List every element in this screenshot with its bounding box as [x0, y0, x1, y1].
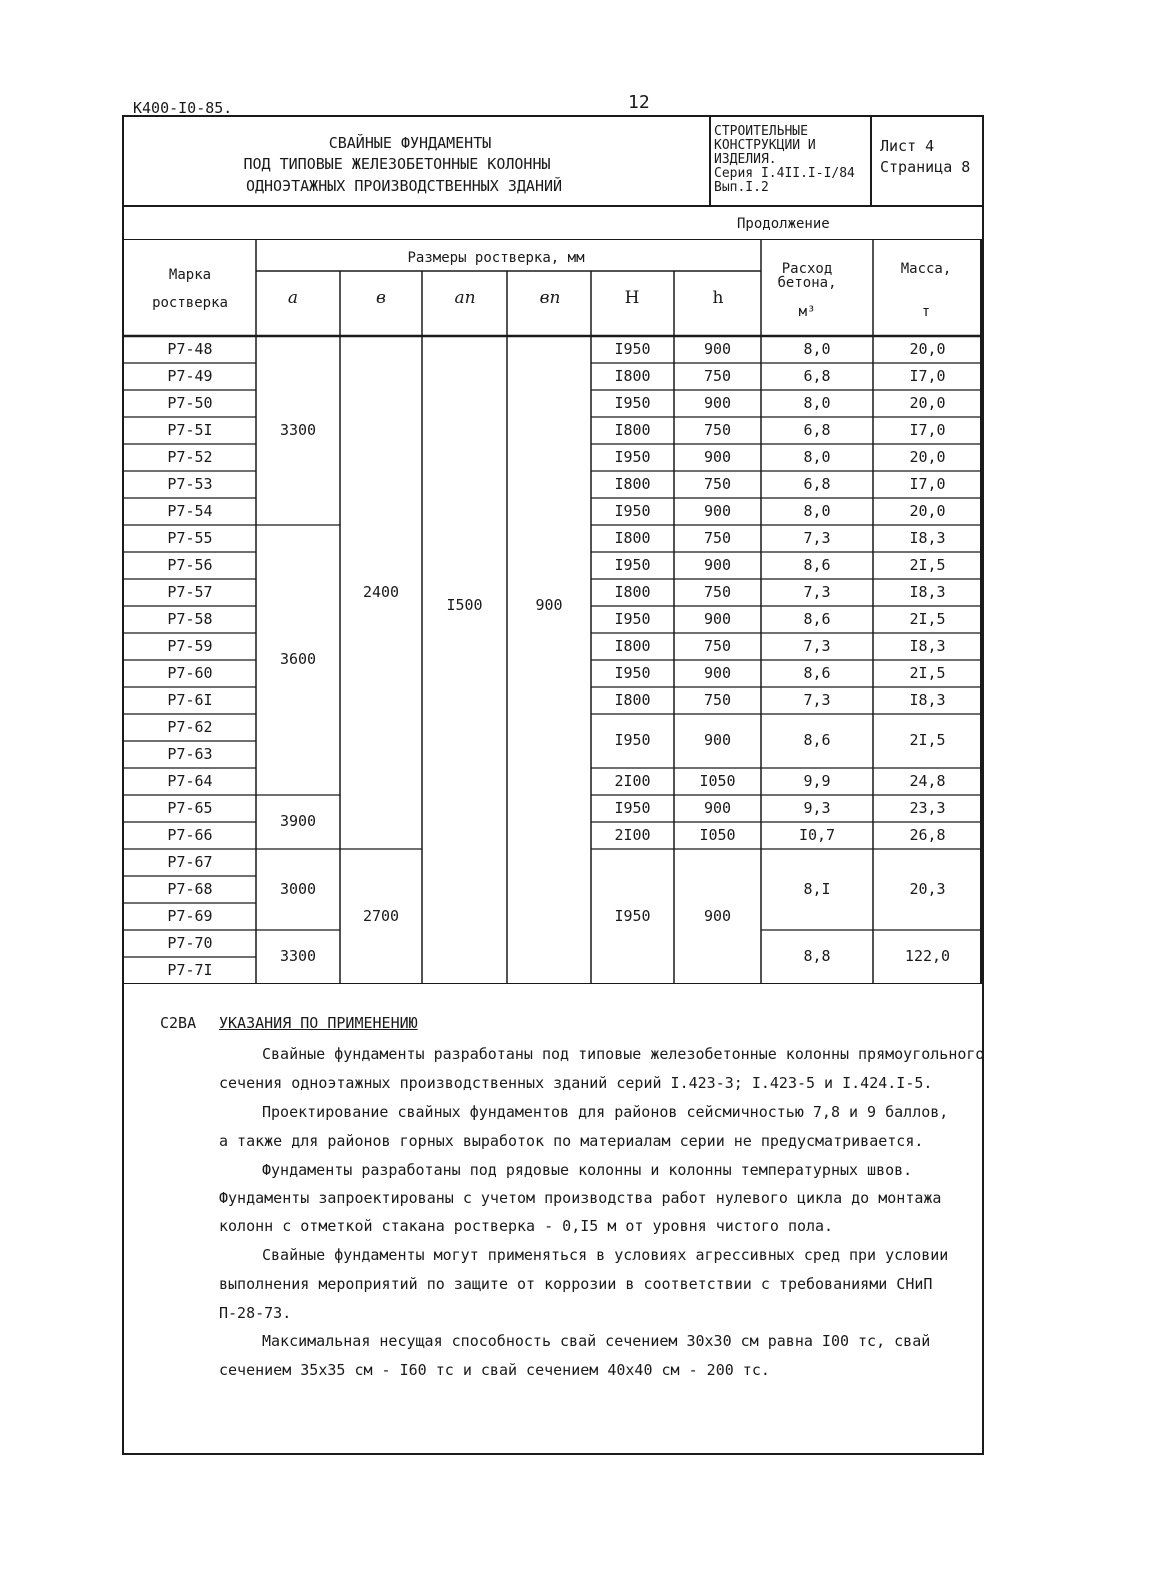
mark-cell: Р7-7I — [167, 960, 213, 979]
h-value: 900 — [703, 339, 732, 358]
note-line-7: колонн с отметкой стакана ростверка - 0,I5 м от уровня чистого пола. — [219, 1217, 834, 1235]
mark-cell: Р7-65 — [167, 798, 213, 817]
h-value: I050 — [699, 771, 736, 790]
H-value: 2I00 — [614, 771, 651, 790]
H-value: I800 — [614, 582, 651, 601]
mark-cell: Р7-59 — [167, 636, 213, 655]
concrete-value: I0,7 — [798, 825, 836, 844]
H-value: I950 — [614, 798, 651, 817]
header-b: в — [376, 288, 386, 308]
mass-value: I8,3 — [909, 528, 946, 547]
h-value: 900 — [703, 663, 732, 682]
concrete-value: 8,0 — [803, 339, 831, 358]
mark-cell: Р7-58 — [167, 609, 213, 628]
mass-value: 23,3 — [909, 798, 946, 817]
series-line-1: СТРОИТЕЛЬНЫЕ — [714, 124, 808, 139]
concrete-value: 7,3 — [803, 636, 831, 655]
series-line-2: КОНСТРУКЦИИ И — [714, 138, 816, 153]
mark-cell: Р7-60 — [167, 663, 213, 682]
mass-value: 2I,5 — [909, 555, 946, 574]
h-value: 900 — [703, 447, 732, 466]
H-value: I800 — [614, 636, 651, 655]
H-value: I950 — [614, 906, 651, 925]
mass-value: 20,0 — [909, 393, 946, 412]
mark-cell: Р7-50 — [167, 393, 213, 412]
bp-value: 900 — [535, 596, 563, 614]
mark-cell: Р7-67 — [167, 852, 213, 871]
h-value: 900 — [703, 798, 732, 817]
mark-cell: Р7-63 — [167, 744, 213, 763]
page-label: Страница 8 — [880, 158, 971, 176]
note-line-4: а также для районов горных выработок по материалам серии не предусматривается. — [219, 1132, 924, 1150]
concrete-value: 7,3 — [803, 690, 831, 709]
header-mark-2: ростверка — [152, 295, 228, 311]
mark-cell: Р7-54 — [167, 501, 213, 520]
mass-value: I8,3 — [909, 636, 946, 655]
mass-value: 20,0 — [909, 447, 946, 466]
h-value: 900 — [703, 906, 732, 925]
mass-value: I8,3 — [909, 582, 946, 601]
H-value: I800 — [614, 528, 651, 547]
header-concrete-1: Расход — [781, 261, 833, 277]
concrete-value: 8,6 — [803, 555, 831, 574]
continuation-label: Продолжение — [737, 216, 830, 232]
mark-cell: Р7-52 — [167, 447, 213, 466]
concrete-value: 8,0 — [803, 393, 831, 412]
mark-cell: Р7-55 — [167, 528, 213, 547]
mark-cell: Р7-6I — [167, 690, 213, 709]
concrete-value: 8,6 — [803, 663, 831, 682]
a-value: 3000 — [279, 879, 317, 898]
mark-cell: Р7-53 — [167, 474, 213, 493]
H-value: I800 — [614, 420, 651, 439]
a-value: 3300 — [279, 947, 317, 965]
series-line-4: Серия I.4II.I-I/84 — [714, 166, 855, 181]
note-line-8: Свайные фундаменты могут применяться в условиях агрессивных сред при условии — [262, 1246, 949, 1264]
concrete-value: 8,6 — [803, 731, 831, 749]
ap-value: I500 — [446, 596, 483, 614]
h-value: 750 — [703, 474, 732, 493]
note-line-10: П-28-73. — [219, 1304, 292, 1322]
header-a: a — [287, 288, 299, 308]
a-value: 3900 — [279, 812, 317, 830]
mass-value: I8,3 — [909, 690, 946, 709]
a-value: 3600 — [279, 650, 317, 668]
rostverk-table — [124, 239, 982, 984]
b-value: 2400 — [362, 582, 400, 601]
mark-cell: Р7-68 — [167, 879, 213, 898]
H-value: I950 — [614, 393, 651, 412]
notes-left-label: С2ВА — [160, 1014, 197, 1032]
h-value: 750 — [703, 528, 732, 547]
mark-cell: Р7-66 — [167, 825, 213, 844]
mark-cell: Р7-49 — [167, 366, 213, 385]
mark-cell: Р7-64 — [167, 771, 213, 790]
mass-value: 26,8 — [909, 825, 946, 844]
concrete-value: 8,0 — [803, 501, 831, 520]
header-H: H — [624, 288, 640, 308]
note-line-5: Фундаменты разработаны под рядовые колонны и колонны температурных швов. — [262, 1161, 913, 1179]
H-value: I950 — [614, 339, 651, 358]
h-value: 750 — [703, 420, 732, 439]
mass-value: 122,0 — [904, 947, 951, 965]
h-value: 750 — [703, 366, 732, 385]
concrete-value: 6,8 — [803, 474, 831, 493]
concrete-value: 8,I — [803, 879, 831, 898]
concrete-value: 6,8 — [803, 420, 831, 439]
mass-value: 2I,5 — [909, 609, 946, 628]
header-concrete-2: бетона, — [777, 275, 837, 291]
H-value: I950 — [614, 663, 651, 682]
H-value: I800 — [614, 690, 651, 709]
concrete-value: 6,8 — [803, 366, 831, 385]
title-block-vline-1 — [709, 115, 711, 206]
h-value: 900 — [703, 731, 732, 749]
header-mass-2: т — [921, 304, 931, 320]
concrete-value: 9,3 — [803, 798, 831, 817]
note-line-6: Фундаменты запроектированы с учетом производства работ нулевого цикла до монтажа — [219, 1189, 942, 1207]
mark-cell: Р7-56 — [167, 555, 213, 574]
H-value: I950 — [614, 447, 651, 466]
note-line-3: Проектирование свайных фундаментов для районов сейсмичностью 7,8 и 9 баллов, — [262, 1103, 949, 1121]
H-value: I950 — [614, 731, 651, 749]
concrete-value: 8,8 — [803, 947, 831, 965]
note-line-9: выполнения мероприятий по защите от коррозии в соответствии с требованиями СНиП — [219, 1275, 933, 1293]
document-code: К400-I0-85. — [133, 99, 233, 117]
b-value: 2700 — [362, 906, 400, 925]
concrete-value: 8,6 — [803, 609, 831, 628]
H-value: I950 — [614, 555, 651, 574]
mass-value: I7,0 — [909, 420, 946, 439]
mass-value: 20,0 — [909, 339, 946, 358]
H-value: I800 — [614, 366, 651, 385]
h-value: 900 — [703, 555, 732, 574]
concrete-value: 7,3 — [803, 528, 831, 547]
header-mass-1: Масса, — [900, 261, 952, 277]
concrete-value: 7,3 — [803, 582, 831, 601]
mass-value: 20,0 — [909, 501, 946, 520]
h-value: I050 — [699, 825, 736, 844]
note-line-12: сечением 35х35 см - I60 тс и свай сечением 40х40 см - 200 тс. — [219, 1361, 770, 1379]
note-line-2: сечения одноэтажных производственных зданий серий I.423-3; I.423-5 и I.424.I-5. — [219, 1074, 933, 1092]
h-value: 900 — [703, 393, 732, 412]
header-dimensions-group: Размеры ростверка, мм — [407, 250, 585, 266]
series-line-5: Вып.I.2 — [714, 180, 769, 195]
a-value: 3300 — [279, 420, 317, 439]
sheet-number: Лист 4 — [880, 137, 935, 155]
H-value: 2I00 — [614, 825, 651, 844]
h-value: 900 — [703, 501, 732, 520]
title-line-3: ОДНОЭТАЖНЫХ ПРОИЗВОДСТВЕННЫХ ЗДАНИЙ — [245, 177, 563, 195]
H-value: I800 — [614, 474, 651, 493]
title-block-vline-2 — [870, 115, 872, 206]
mark-cell: Р7-69 — [167, 906, 213, 925]
title-block-divider — [122, 205, 982, 207]
mass-value: 24,8 — [909, 771, 946, 790]
notes-heading: УКАЗАНИЯ ПО ПРИМЕНЕНИЮ — [219, 1014, 418, 1032]
mass-value: 2I,5 — [909, 663, 946, 682]
mark-cell: Р7-57 — [167, 582, 213, 601]
h-value: 750 — [703, 636, 732, 655]
mass-value: I7,0 — [909, 366, 946, 385]
mass-value: 20,3 — [909, 879, 946, 898]
header-mark-1: Марка — [168, 267, 212, 283]
header-bp: вп — [539, 288, 561, 308]
H-value: I950 — [614, 609, 651, 628]
mark-cell: Р7-70 — [167, 933, 213, 952]
mark-cell: Р7-62 — [167, 717, 213, 736]
H-value: I950 — [614, 501, 651, 520]
note-line-1: Свайные фундаменты разработаны под типовые железобетонные колонны прямоугольного — [262, 1045, 985, 1063]
page-number: 12 — [628, 92, 650, 113]
h-value: 750 — [703, 690, 732, 709]
mass-value: 2I,5 — [909, 731, 946, 749]
header-h: h — [712, 288, 724, 308]
h-value: 900 — [703, 609, 732, 628]
concrete-value: 8,0 — [803, 447, 831, 466]
title-line-2: ПОД ТИПОВЫЕ ЖЕЛЕЗОБЕТОННЫЕ КОЛОННЫ — [243, 155, 551, 173]
h-value: 750 — [703, 582, 732, 601]
mark-cell: Р7-5I — [167, 420, 213, 439]
title-line-1: СВАЙНЫЕ ФУНДАМЕНТЫ — [328, 134, 492, 152]
mass-value: I7,0 — [909, 474, 946, 493]
header-ap: aп — [454, 288, 476, 308]
note-line-11: Максимальная несущая способность свай сечением 30х30 см равна I00 тс, свай — [262, 1332, 931, 1350]
series-line-3: ИЗДЕЛИЯ. — [714, 152, 777, 167]
mark-cell: Р7-48 — [167, 339, 213, 358]
concrete-value: 9,9 — [803, 771, 831, 790]
header-concrete-3: м³ — [798, 304, 816, 320]
